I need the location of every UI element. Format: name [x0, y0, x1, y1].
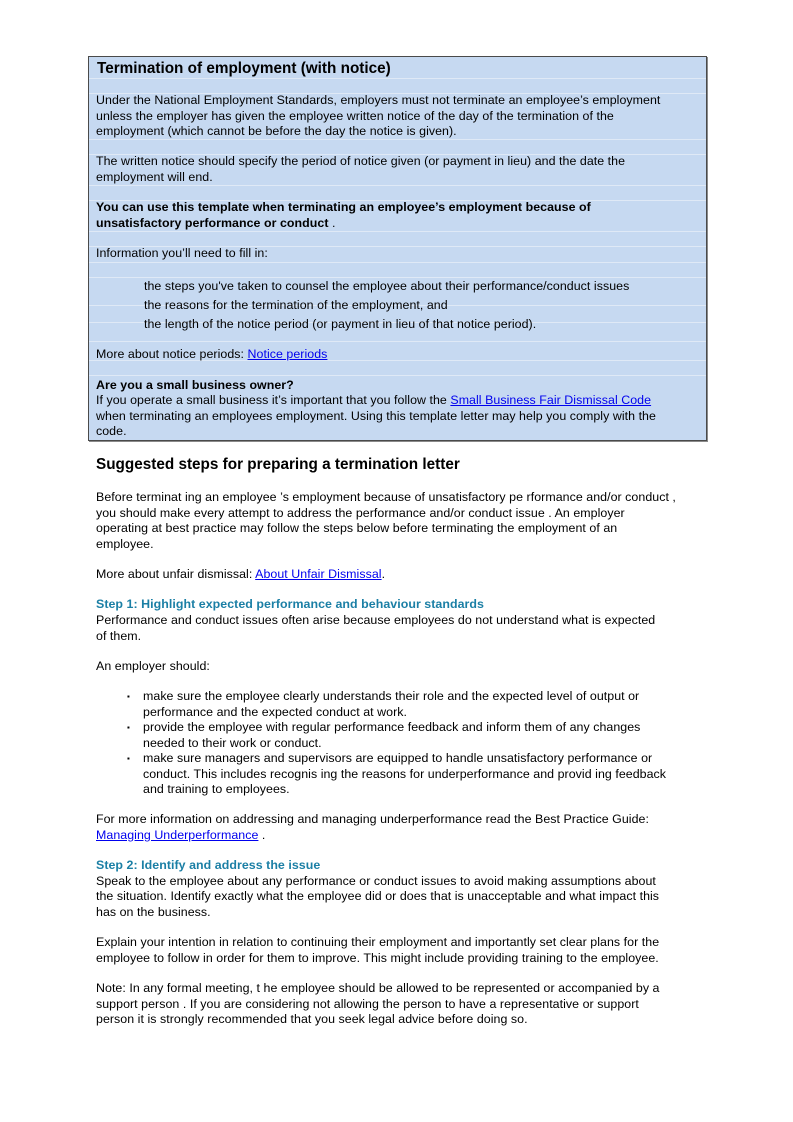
- bullet-icon: ▪: [127, 754, 130, 763]
- employer-should: An employer should:: [96, 659, 210, 673]
- intro-line: operating at best practice may follow the steps below before terminating the employment of an: [96, 521, 618, 535]
- small-business-line: [96, 393, 651, 409]
- note-line: support person . If you are considering not allowing the person to have a representative or support: [96, 996, 639, 1011]
- bullet-line: needed to their work or conduct.: [143, 735, 322, 750]
- intro-line: you should make every attempt to address the performance and/or conduct issue . An employer: [96, 505, 625, 520]
- notice-box-title: Termination of employment (with notice): [97, 60, 391, 77]
- step1-line: Performance and conduct issues often arise because employees do not understand what is expected: [96, 613, 656, 627]
- small-business-line: when terminating an employees employment. Using this template letter may help you comply with the: [96, 408, 656, 423]
- step2-heading: Step 2: Identify and address the issue: [96, 858, 321, 872]
- notice-emphasis-tail: .: [328, 215, 336, 230]
- bullet-line: performance and the expected conduct at work.: [143, 704, 407, 719]
- notice-emphasis-text: unsatisfactory performance or conduct: [96, 215, 329, 230]
- note-line: person it is strongly recommended that you seek legal advice before doing so.: [96, 1012, 528, 1026]
- small-business-code-link[interactable]: Small Business Fair Dismissal Code: [450, 393, 652, 407]
- small-business-line: code.: [96, 424, 127, 438]
- intention-line: Explain your intention in relation to continuing their employment and importantly set clear plans for the: [96, 935, 660, 949]
- note-line: Note: In any formal meeting, t he employee should be allowed to be represented or accompanied by a: [96, 981, 660, 995]
- bullet-line: make sure managers and supervisors are equipped to handle unsatisfactory performance or: [143, 751, 653, 765]
- unfair-prefix: More about unfair dismissal:: [96, 567, 256, 581]
- section-title: Suggested steps for preparing a termination letter: [96, 456, 460, 473]
- step2-line: has on the business.: [96, 904, 211, 919]
- info-intro: Information you’ll need to fill in:: [96, 246, 268, 260]
- notice-more-line: [96, 347, 327, 363]
- bullet-icon: ▪: [127, 692, 130, 701]
- notice-box: [88, 56, 707, 441]
- more-info-suffix: .: [258, 827, 266, 842]
- bullet-line: and training to employees.: [143, 782, 290, 796]
- step1-line: of them.: [96, 628, 142, 643]
- unfair-suffix: .: [381, 567, 386, 581]
- step2-line: Speak to the employee about any performance or conduct issues to avoid making assumptions about: [96, 873, 656, 888]
- info-item: the length of the notice period (or payment in lieu of that notice period).: [144, 317, 537, 331]
- step1-heading: Step 1: Highlight expected performance and behaviour standards: [96, 597, 484, 611]
- more-info-link-line: [96, 828, 265, 844]
- bullet-icon: ▪: [127, 723, 130, 732]
- small-business-heading: Are you a small business owner?: [96, 378, 294, 392]
- notice-more-prefix: More about notice periods:: [96, 347, 248, 361]
- notice-para-line: unless the employer has given the employee written notice of the day of the termination of the: [96, 108, 614, 123]
- intro-line: employee.: [96, 536, 154, 551]
- bullet-line: conduct. This includes recognis ing the reasons for underperformance and provid ing feedback: [143, 766, 667, 781]
- notice-periods-link[interactable]: Notice periods: [247, 347, 328, 361]
- notice-para-line: employment (which cannot be before the day the notice is given).: [96, 124, 457, 138]
- notice-para-line: The written notice should specify the period of notice given (or payment in lieu) and the date the: [96, 154, 626, 168]
- managing-underperformance-link[interactable]: Managing Underperformance: [96, 827, 259, 842]
- bullet-line: make sure the employee clearly understands their role and the expected level of output or: [143, 689, 640, 703]
- notice-emphasis-line: You can use this template when terminating an employee’s employment because of: [96, 200, 591, 214]
- step2-line: the situation. Identify exactly what the employee did or does that is unacceptable and what impact this: [96, 889, 660, 903]
- more-info-line: For more information on addressing and managing underperformance read the Best Practice Guide:: [96, 812, 649, 826]
- intro-line: Before terminat ing an employee ’s employment because of unsatisfactory pe rformance and/or conduct ,: [96, 490, 676, 504]
- info-item: the reasons for the termination of the employment, and: [144, 298, 448, 312]
- intention-line: employee to follow in order for them to improve. This might include providing training to the employee.: [96, 950, 659, 965]
- unfair-dismissal-line: [96, 567, 385, 583]
- info-item: the steps you've taken to counsel the employee about their performance/conduct issues: [144, 279, 630, 293]
- notice-para-line: employment will end.: [96, 169, 213, 184]
- small-business-prefix: If you operate a small business it’s important that you follow the: [96, 393, 451, 407]
- notice-emphasis-line-2: [96, 216, 336, 232]
- notice-para-line: Under the National Employment Standards, employers must not terminate an employee’s employment: [96, 93, 661, 107]
- bullet-line: provide the employee with regular performance feedback and inform them of any changes: [143, 720, 641, 734]
- unfair-dismissal-link[interactable]: About Unfair Dismissal: [255, 567, 382, 581]
